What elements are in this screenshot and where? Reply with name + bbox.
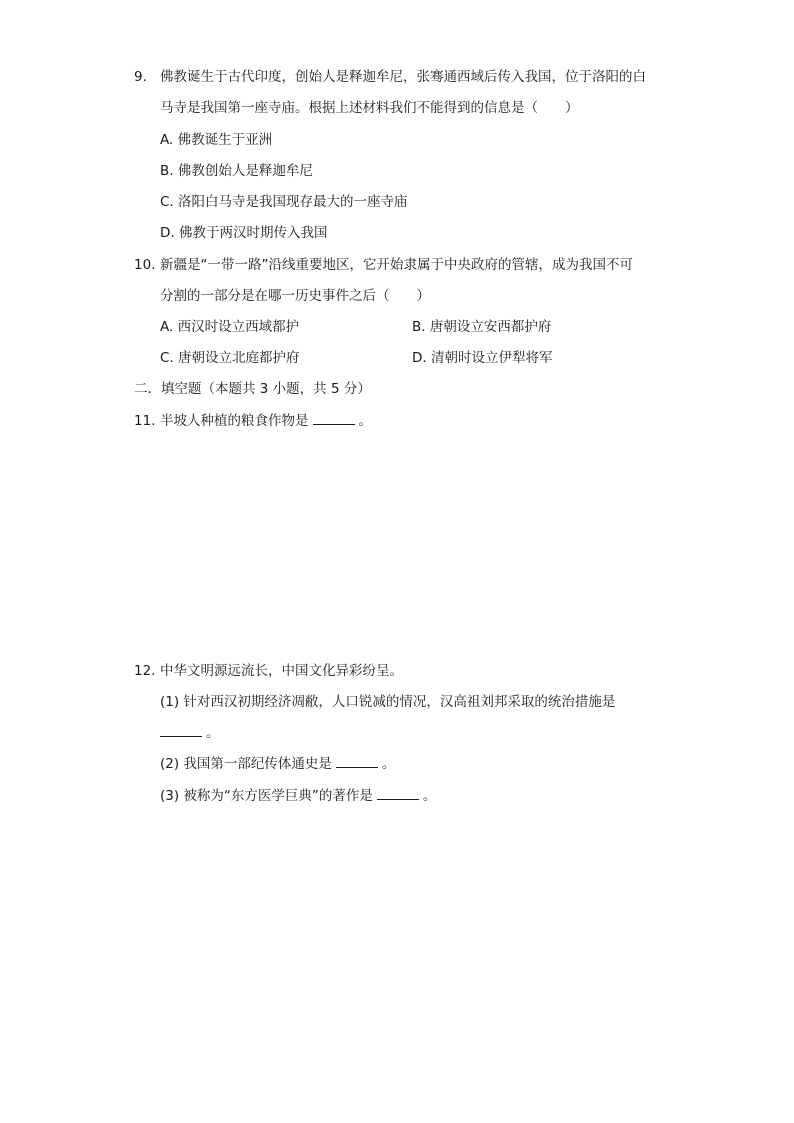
section-2-heading: 二．填空题（本题共 3 小题，共 5 分）	[134, 381, 371, 397]
question-12-sub2	[160, 755, 395, 773]
question-12-number: 12.	[134, 663, 156, 679]
question-9-stem-line2: 马寺是我国第一座寺庙。根据上述材料我们不能得到的信息是（ ）	[160, 100, 579, 116]
question-9-option-d: D. 佛教于两汉时期传入我国	[160, 225, 328, 241]
question-11-answer-blank[interactable]	[313, 412, 355, 425]
question-10-option-b: B. 唐朝设立安西都护府	[412, 319, 552, 335]
question-11-number: 11.	[134, 413, 156, 429]
question-10-stem-line2: 分割的一部分是在哪一历史事件之后（ ）	[160, 288, 430, 304]
question-9-stem-line1: 佛教诞生于古代印度，创始人是释迦牟尼，张骞通西域后传入我国，位于洛阳的白	[160, 69, 646, 85]
question-9-number: 9.	[134, 69, 147, 85]
question-10-stem-line1: 新疆是“一带一路”沿线重要地区，它开始隶属于中央政府的管辖，成为我国不可	[160, 257, 633, 273]
question-10-option-c: C. 唐朝设立北庭都护府	[160, 350, 300, 366]
question-12-sub1-line1: (1) 针对西汉初期经济凋敝，人口锐减的情况，汉高祖刘邦采取的统治措施是	[160, 694, 616, 710]
question-12-sub3-text: (3) 被称为“东方医学巨典”的著作是	[160, 788, 373, 804]
question-12-sub3-answer-blank[interactable]	[377, 787, 419, 800]
question-10-option-d: D. 清朝时设立伊犁将军	[412, 350, 553, 366]
question-12-sub1-answer-blank[interactable]	[160, 724, 202, 737]
question-11-line	[160, 412, 372, 430]
question-9-option-b: B. 佛教创始人是释迦牟尼	[160, 163, 313, 179]
question-10-number: 10.	[134, 257, 156, 273]
question-11-period: 。	[358, 413, 372, 429]
question-9-option-c: C. 洛阳白马寺是我国现存最大的一座寺庙	[160, 194, 408, 210]
question-12-sub2-text: (2) 我国第一部纪传体通史是	[160, 756, 332, 772]
question-9-option-a: A. 佛教诞生于亚洲	[160, 132, 273, 148]
question-12-sub1-line2	[160, 724, 220, 742]
question-12-sub1-period: 。	[206, 725, 220, 741]
question-12-sub2-answer-blank[interactable]	[336, 755, 378, 768]
question-12-sub3-period: 。	[422, 788, 437, 804]
question-11-text: 半坡人种植的粮食作物是	[160, 413, 309, 429]
question-12-sub2-period: 。	[381, 756, 396, 772]
question-12-sub3	[160, 787, 436, 805]
question-10-option-a: A. 西汉时设立西域都护	[160, 319, 300, 335]
question-12-stem: 中华文明源远流长，中国文化异彩纷呈。	[160, 663, 403, 679]
